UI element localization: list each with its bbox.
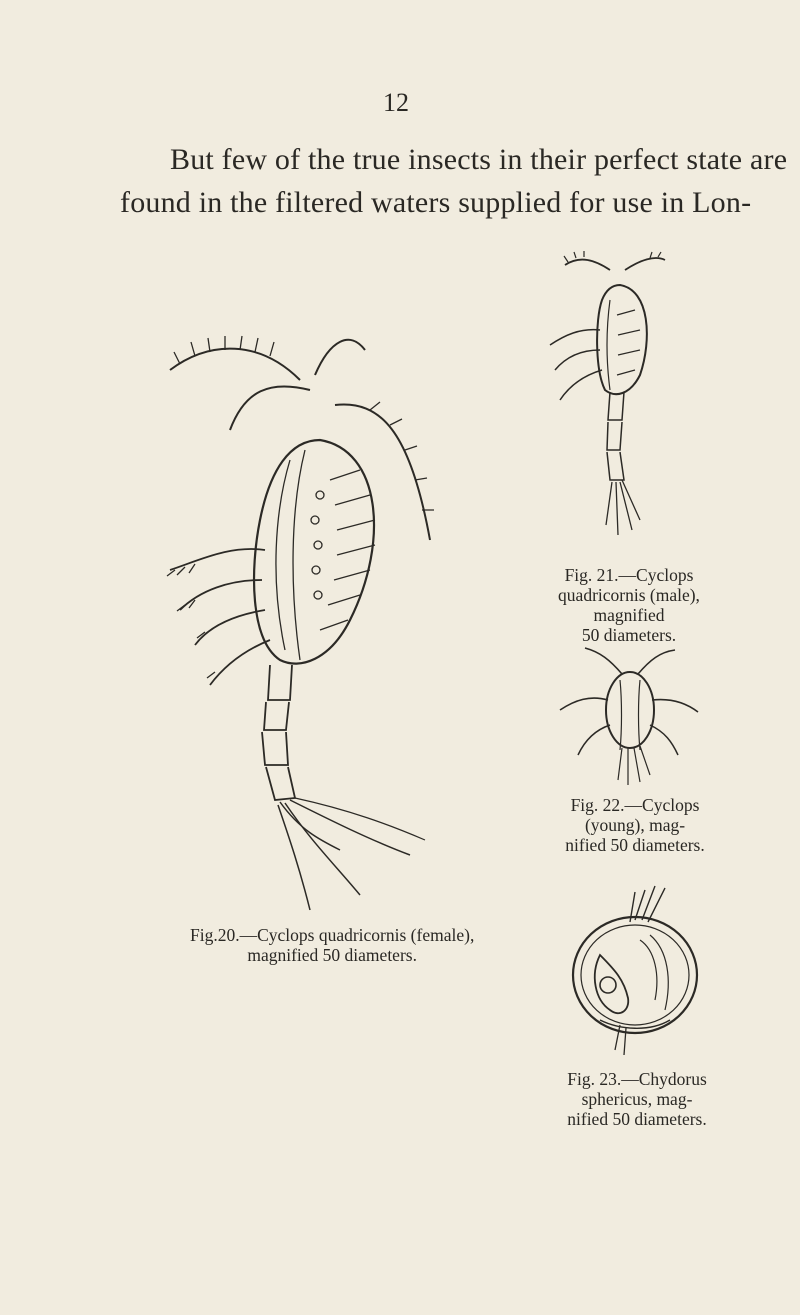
figure-23-caption [556,1069,718,1129]
text-line-2: found in the filtered waters supplied for use in Lon- [120,186,752,219]
page-number: 12 [383,88,409,117]
chydorus-illustration [560,880,710,1060]
cyclops-female-illustration [150,320,450,920]
cyclops-male-illustration [540,250,690,550]
caption-line: Fig. 22.—Cyclops [570,795,700,815]
caption-line: Fig. 23.—Chydorus [567,1069,707,1089]
caption-line: Fig.20.—Cyclops quadricornis (female), [190,925,475,945]
cyclops-young-illustration [560,640,700,790]
caption-line: magnified [593,605,665,625]
text-line-1: But few of the true insects in their perfect state are [170,143,788,176]
caption-line: (young), mag- [584,815,686,835]
body-paragraph [120,138,788,224]
caption-line: nified 50 diameters. [565,835,705,855]
figure-22-caption [554,795,716,855]
caption-line: quadricornis (male), [558,585,700,605]
caption-line: sphericus, mag- [581,1089,693,1109]
caption-line: magnified 50 diameters. [247,945,417,965]
caption-line: 50 diameters. [581,625,677,645]
caption-line: Fig. 21.—Cyclops [564,565,694,585]
figure-20-caption [190,925,474,965]
caption-line: nified 50 diameters. [567,1109,707,1129]
figure-21-caption [548,565,710,645]
